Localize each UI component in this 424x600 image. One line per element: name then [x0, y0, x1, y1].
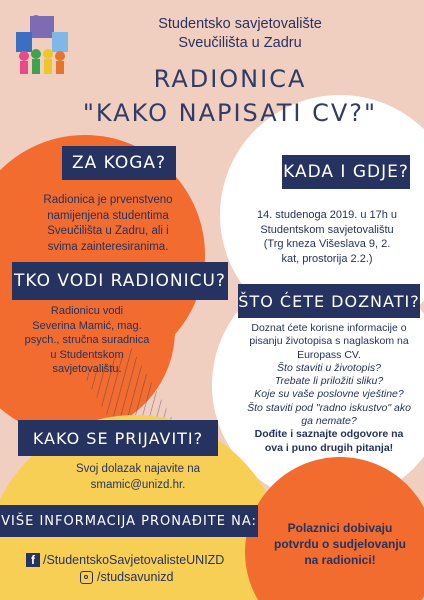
- org-line-1: Studentsko savjetovalište: [158, 16, 322, 32]
- question-item: Što staviti u životopis?: [277, 361, 381, 374]
- prijava-text: [48, 462, 228, 493]
- certificate-line: potvrdu o sudjelovanju: [273, 537, 406, 551]
- za-koga-line: Sveučilišta u Zadru, ali i: [47, 225, 169, 237]
- email-link[interactable]: smamic@unizd.hr.: [90, 478, 186, 491]
- za-koga-text: [8, 193, 208, 255]
- title-line-1: RADIONICA: [153, 65, 307, 93]
- facebook-icon: f: [26, 553, 40, 567]
- facebook-row[interactable]: [26, 553, 224, 567]
- section-heading-vise-informacija: VIŠE INFORMACIJA PRONAĐITE NA:: [0, 505, 258, 537]
- prijava-line: Svoj dolazak najavite na: [75, 463, 201, 475]
- question-item: Koje su vaše poslovne vještine?: [254, 388, 404, 401]
- call-to-action: [234, 428, 424, 455]
- certificate-line: na radionici!: [304, 553, 376, 567]
- intro-line: Europass CV.: [297, 348, 361, 361]
- question-item: Što staviti pod "radno iskustvo" ako: [247, 401, 411, 414]
- certificate-line: Polaznici dobivaju: [287, 521, 393, 535]
- question-item: Trebate li priložiti sliku?: [274, 375, 384, 388]
- org-line-2: Sveučilišta u Zadru: [178, 35, 302, 51]
- tko-vodi-line: savjetovalištu.: [52, 363, 122, 375]
- cta-line: Dođite i saznajte odgovore na: [254, 428, 404, 441]
- section-heading-za-koga: ZA KOGA?: [62, 146, 176, 180]
- kada-gdje-line: kat, prostorija 2.2.): [281, 252, 373, 265]
- za-koga-line: Radionica je prvenstveno: [43, 194, 173, 206]
- tko-vodi-text: [12, 304, 162, 377]
- title-line-2: "KAKO NAPISATI CV?": [82, 99, 378, 127]
- intro-line: Doznat ćete korisne informacije o: [251, 322, 407, 334]
- instagram-row[interactable]: [80, 570, 173, 584]
- section-heading-kada-i-gdje: KADA I GDJE?: [282, 155, 410, 189]
- tko-vodi-line: Radionicu vodi: [50, 305, 124, 317]
- kada-gdje-line: 14. studenoga 2019. u 17h u: [256, 209, 398, 221]
- instagram-icon: [80, 571, 93, 584]
- kada-gdje-text: [238, 208, 416, 266]
- instagram-link[interactable]: /studsavunizd: [97, 570, 174, 584]
- cta-line: ova i puno drugih pitanja!: [264, 441, 394, 454]
- section-heading-sto-cete-doznati: ŠTO ĆETE DOZNATI?: [238, 284, 420, 318]
- tko-vodi-line: u Studentskom: [50, 348, 124, 361]
- facebook-link[interactable]: /StudentskoSavjetovalisteUNIZD: [43, 553, 225, 567]
- question-list: [234, 362, 424, 428]
- section-heading-tko-vodi: TKO VODI RADIONICU?: [12, 262, 228, 300]
- tko-vodi-line: Severina Mamić, mag.: [32, 319, 142, 332]
- kada-gdje-line: (Trg kneza Višeslava 9, 2.: [263, 238, 391, 250]
- za-koga-line: namijenjena studentima: [47, 209, 169, 222]
- section-heading-kako-se-prijaviti: KAKO SE PRIJAVITI?: [18, 420, 218, 456]
- sto-cete-text: [234, 322, 424, 455]
- question-item: ga nemate?: [301, 415, 357, 428]
- za-koga-line: svima zainteresiranima.: [47, 240, 169, 253]
- intro-line: pisanju životopisa s naglaskom na: [249, 335, 409, 348]
- certificate-note: [270, 520, 410, 568]
- organization-name: [80, 15, 400, 53]
- tko-vodi-line: psych., stručna suradnica: [24, 334, 150, 346]
- kada-gdje-line: Studentskom savjetovalištu: [260, 223, 394, 236]
- page-title: [60, 62, 400, 130]
